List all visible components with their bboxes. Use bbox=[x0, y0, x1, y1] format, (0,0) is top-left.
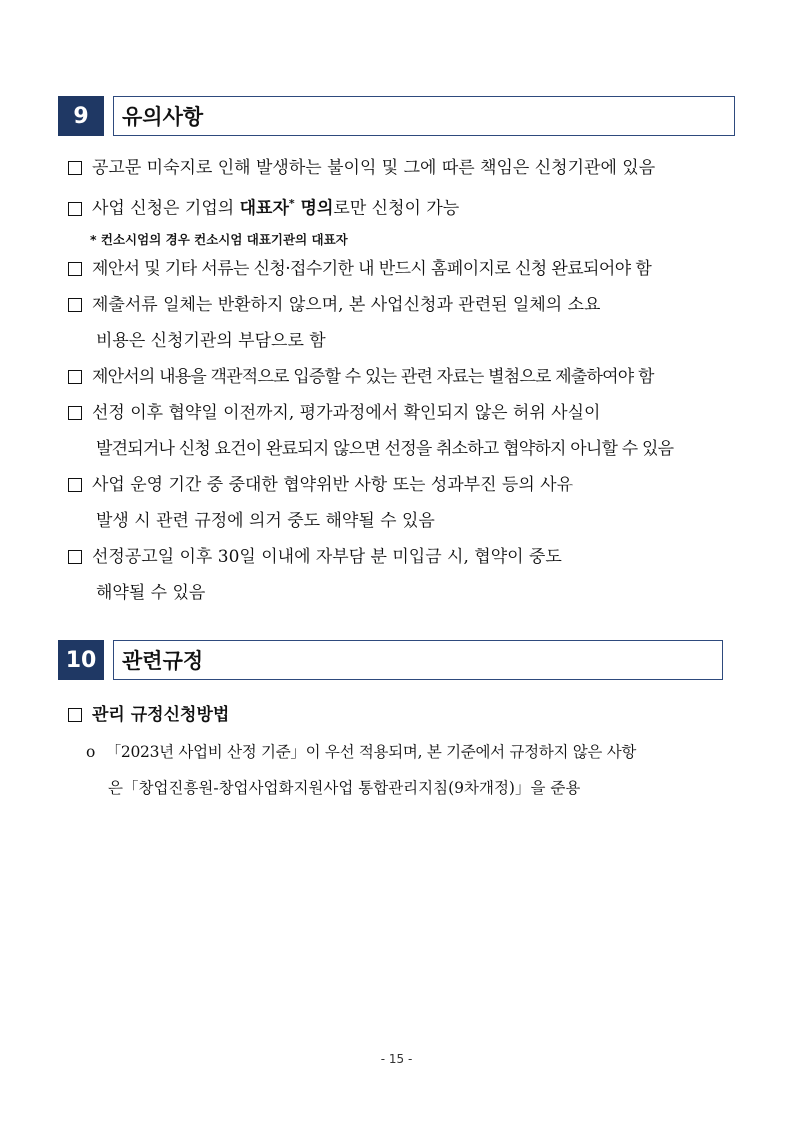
section-10-number: 10 bbox=[58, 640, 104, 680]
footnote: * 컨소시엄의 경우 컨소시엄 대표기관의 대표자 bbox=[90, 232, 348, 247]
section-9-title: 유의사항 bbox=[113, 96, 735, 136]
list-item: 관리 규정신청방법 bbox=[68, 705, 229, 725]
section-10-title: 관련규정 bbox=[113, 640, 723, 680]
list-item-continuation: 해약될 수 있음 bbox=[96, 583, 206, 603]
list-item: 제출서류 일체는 반환하지 않으며, 본 사업신청과 관련된 일체의 소요 bbox=[68, 295, 600, 315]
checkbox-icon bbox=[68, 478, 82, 492]
bullet-paragraph-continuation: 은「창업진흥원-창업사업화지원사업 통합관리지침(9차개정)」을 준용 bbox=[108, 779, 581, 797]
section-9-number: 9 bbox=[58, 96, 104, 136]
list-item: 제안서 및 기타 서류는 신청·접수기한 내 반드시 홈페이지로 신청 완료되어야 함 bbox=[68, 259, 651, 279]
list-item-continuation: 발견되거나 신청 요건이 완료되지 않으면 선정을 취소하고 협약하지 아니할 수 있음 bbox=[96, 439, 674, 459]
list-item: 제안서의 내용을 객관적으로 입증할 수 있는 관련 자료는 별첨으로 제출하여야 함 bbox=[68, 367, 654, 387]
list-item: 선정공고일 이후 30일 이내에 자부담 분 미입금 시, 협약이 중도 bbox=[68, 547, 562, 567]
checkbox-icon bbox=[68, 708, 82, 722]
bullet-marker: o bbox=[86, 743, 96, 761]
bullet-paragraph: o 「2023년 사업비 산정 기준」이 우선 적용되며, 본 기준에서 규정하지 않은 사항 bbox=[86, 743, 637, 761]
list-item: 선정 이후 협약일 이전까지, 평가과정에서 확인되지 않은 허위 사실이 bbox=[68, 403, 600, 423]
checkbox-icon bbox=[68, 406, 82, 420]
list-item-continuation: 발생 시 관련 규정에 의거 중도 해약될 수 있음 bbox=[96, 511, 435, 531]
list-item: 사업 신청은 기업의 대표자* 명의로만 신청이 가능 bbox=[68, 194, 459, 219]
list-item-continuation: 비용은 신청기관의 부담으로 함 bbox=[96, 331, 326, 351]
checkbox-icon bbox=[68, 298, 82, 312]
checkbox-icon bbox=[68, 550, 82, 564]
list-item: 사업 운영 기간 중 중대한 협약위반 사항 또는 성과부진 등의 사유 bbox=[68, 475, 573, 495]
page-number: - 15 - bbox=[380, 1052, 413, 1066]
checkbox-icon bbox=[68, 202, 82, 216]
checkbox-icon bbox=[68, 370, 82, 384]
checkbox-icon bbox=[68, 262, 82, 276]
checkbox-icon bbox=[68, 161, 82, 175]
list-item: 공고문 미숙지로 인해 발생하는 불이익 및 그에 따른 책임은 신청기관에 있음 bbox=[68, 158, 655, 178]
